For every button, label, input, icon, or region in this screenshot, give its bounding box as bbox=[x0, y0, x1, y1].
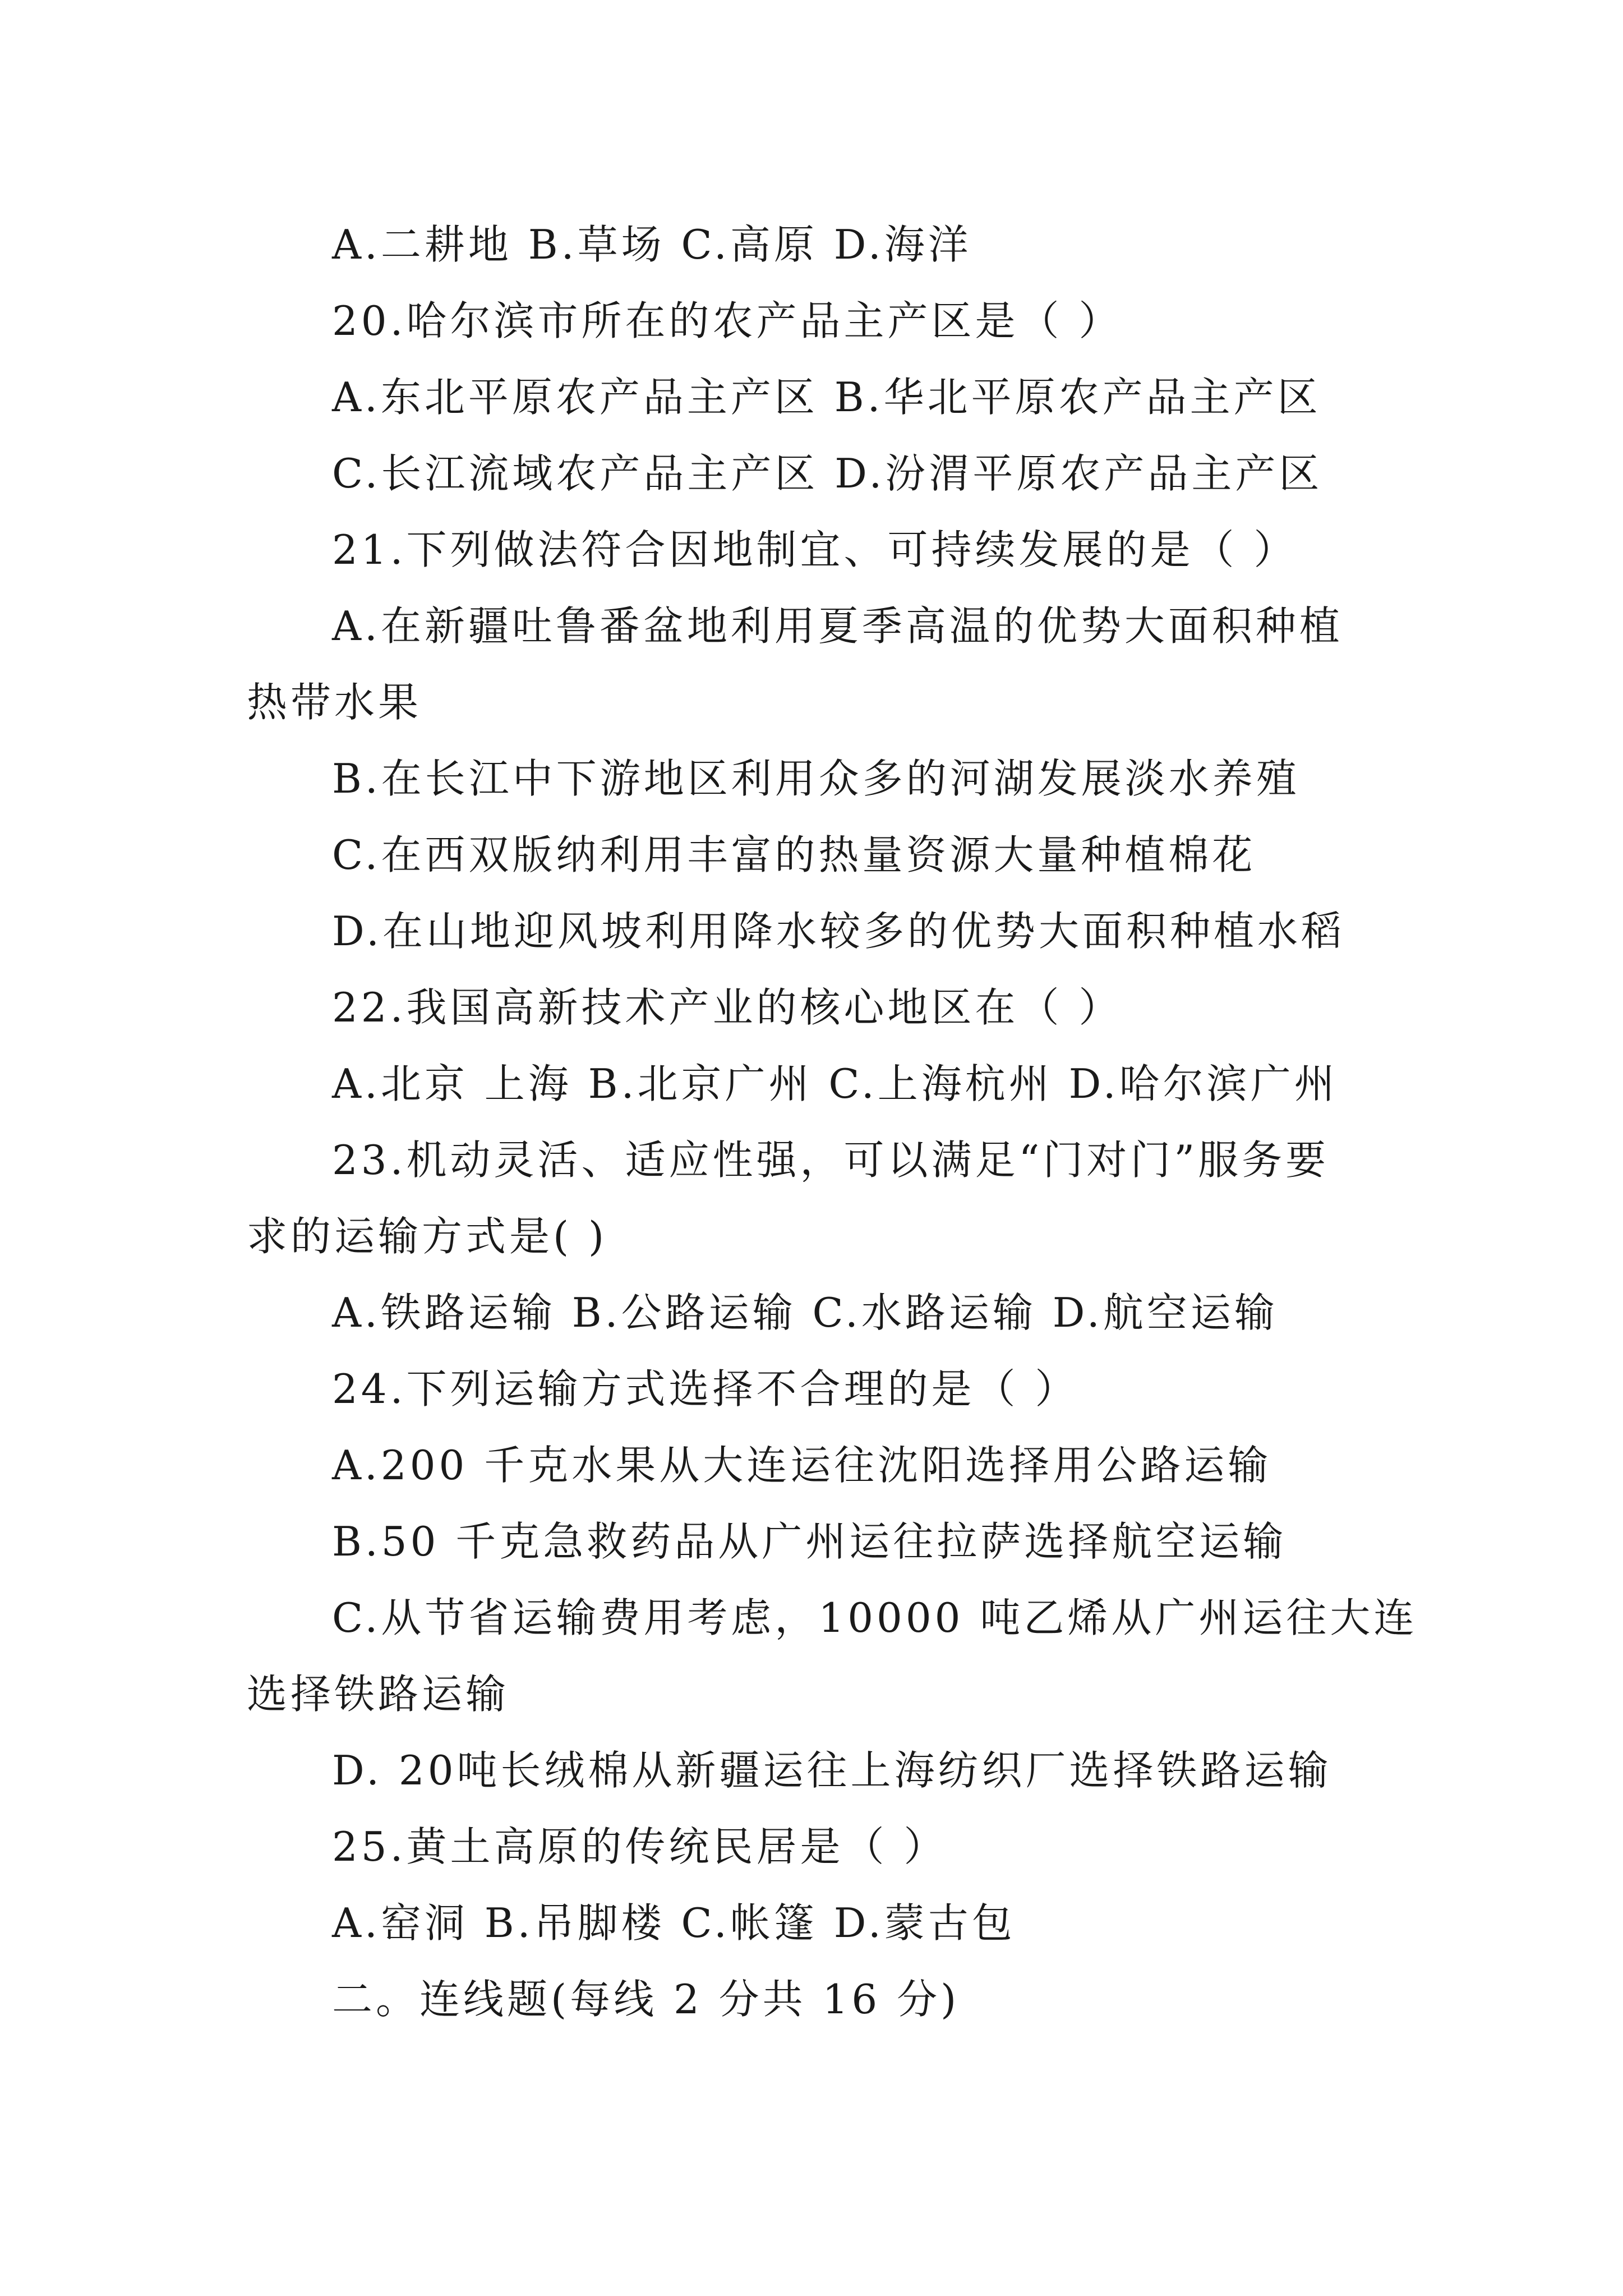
question-24-option-a: A.200 千克水果从大连运往沈阳选择用公路运输 bbox=[332, 1442, 1272, 1489]
question-19-options: A.二耕地 B.草场 C.高原 D.海洋 bbox=[332, 221, 972, 268]
document-body bbox=[247, 206, 1418, 2037]
question-22-stem: 22.我国高新技术产业的核心地区在（ ） bbox=[332, 984, 1123, 1031]
question-23-stem: 23.机动灵活、适应性强，可以满足“门对门”服务要 bbox=[332, 1137, 1330, 1184]
question-25-stem: 25.黄土高原的传统民居是（ ） bbox=[332, 1823, 948, 1870]
question-20-stem: 20.哈尔滨市所在的农产品主产区是（ ） bbox=[332, 297, 1123, 344]
question-21-option-a: A.在新疆吐鲁番盆地利用夏季高温的优势大面积种植 bbox=[332, 602, 1343, 650]
question-20-options-ab: A.东北平原农产品主产区 B.华北平原农产品主产区 bbox=[332, 374, 1321, 421]
question-21-option-b: B.在长江中下游地区利用众多的河湖发展淡水养殖 bbox=[332, 755, 1300, 802]
question-20-options-cd: C.长江流域农产品主产区 D.汾渭平原农产品主产区 bbox=[332, 450, 1323, 497]
question-24-stem: 24.下列运输方式选择不合理的是（ ） bbox=[332, 1365, 1079, 1412]
question-24-option-b: B.50 千克急救药品从广州运往拉萨选择航空运输 bbox=[332, 1518, 1287, 1565]
question-24-option-c-cont: 选择铁路运输 bbox=[247, 1671, 510, 1718]
question-21-option-a-cont: 热带水果 bbox=[247, 679, 422, 726]
question-23-options: A.铁路运输 B.公路运输 C.水路运输 D.航空运输 bbox=[332, 1289, 1278, 1336]
question-22-options: A.北京 上海 B.北京广州 C.上海杭州 D.哈尔滨广州 bbox=[332, 1060, 1338, 1107]
question-23-stem-cont: 求的运输方式是( ) bbox=[247, 1213, 608, 1260]
question-24-option-d: D. 20吨长绒棉从新疆运往上海纺织厂选择铁路运输 bbox=[332, 1747, 1332, 1794]
question-21-option-c: C.在西双版纳利用丰富的热量资源大量种植棉花 bbox=[332, 831, 1256, 878]
question-21-stem: 21.下列做法符合因地制宜、可持续发展的是（ ） bbox=[332, 526, 1298, 573]
section-2-heading: 二。连线题(每线 2 分共 16 分) bbox=[332, 1976, 960, 2023]
question-21-option-d: D.在山地迎风坡利用降水较多的优势大面积种植水稻 bbox=[332, 908, 1345, 955]
question-24-option-c: C.从节省运输费用考虑，10000 吨乙烯从广州运往大连 bbox=[332, 1594, 1418, 1641]
question-25-options: A.窑洞 B.吊脚楼 C.帐篷 D.蒙古包 bbox=[332, 1899, 1016, 1947]
